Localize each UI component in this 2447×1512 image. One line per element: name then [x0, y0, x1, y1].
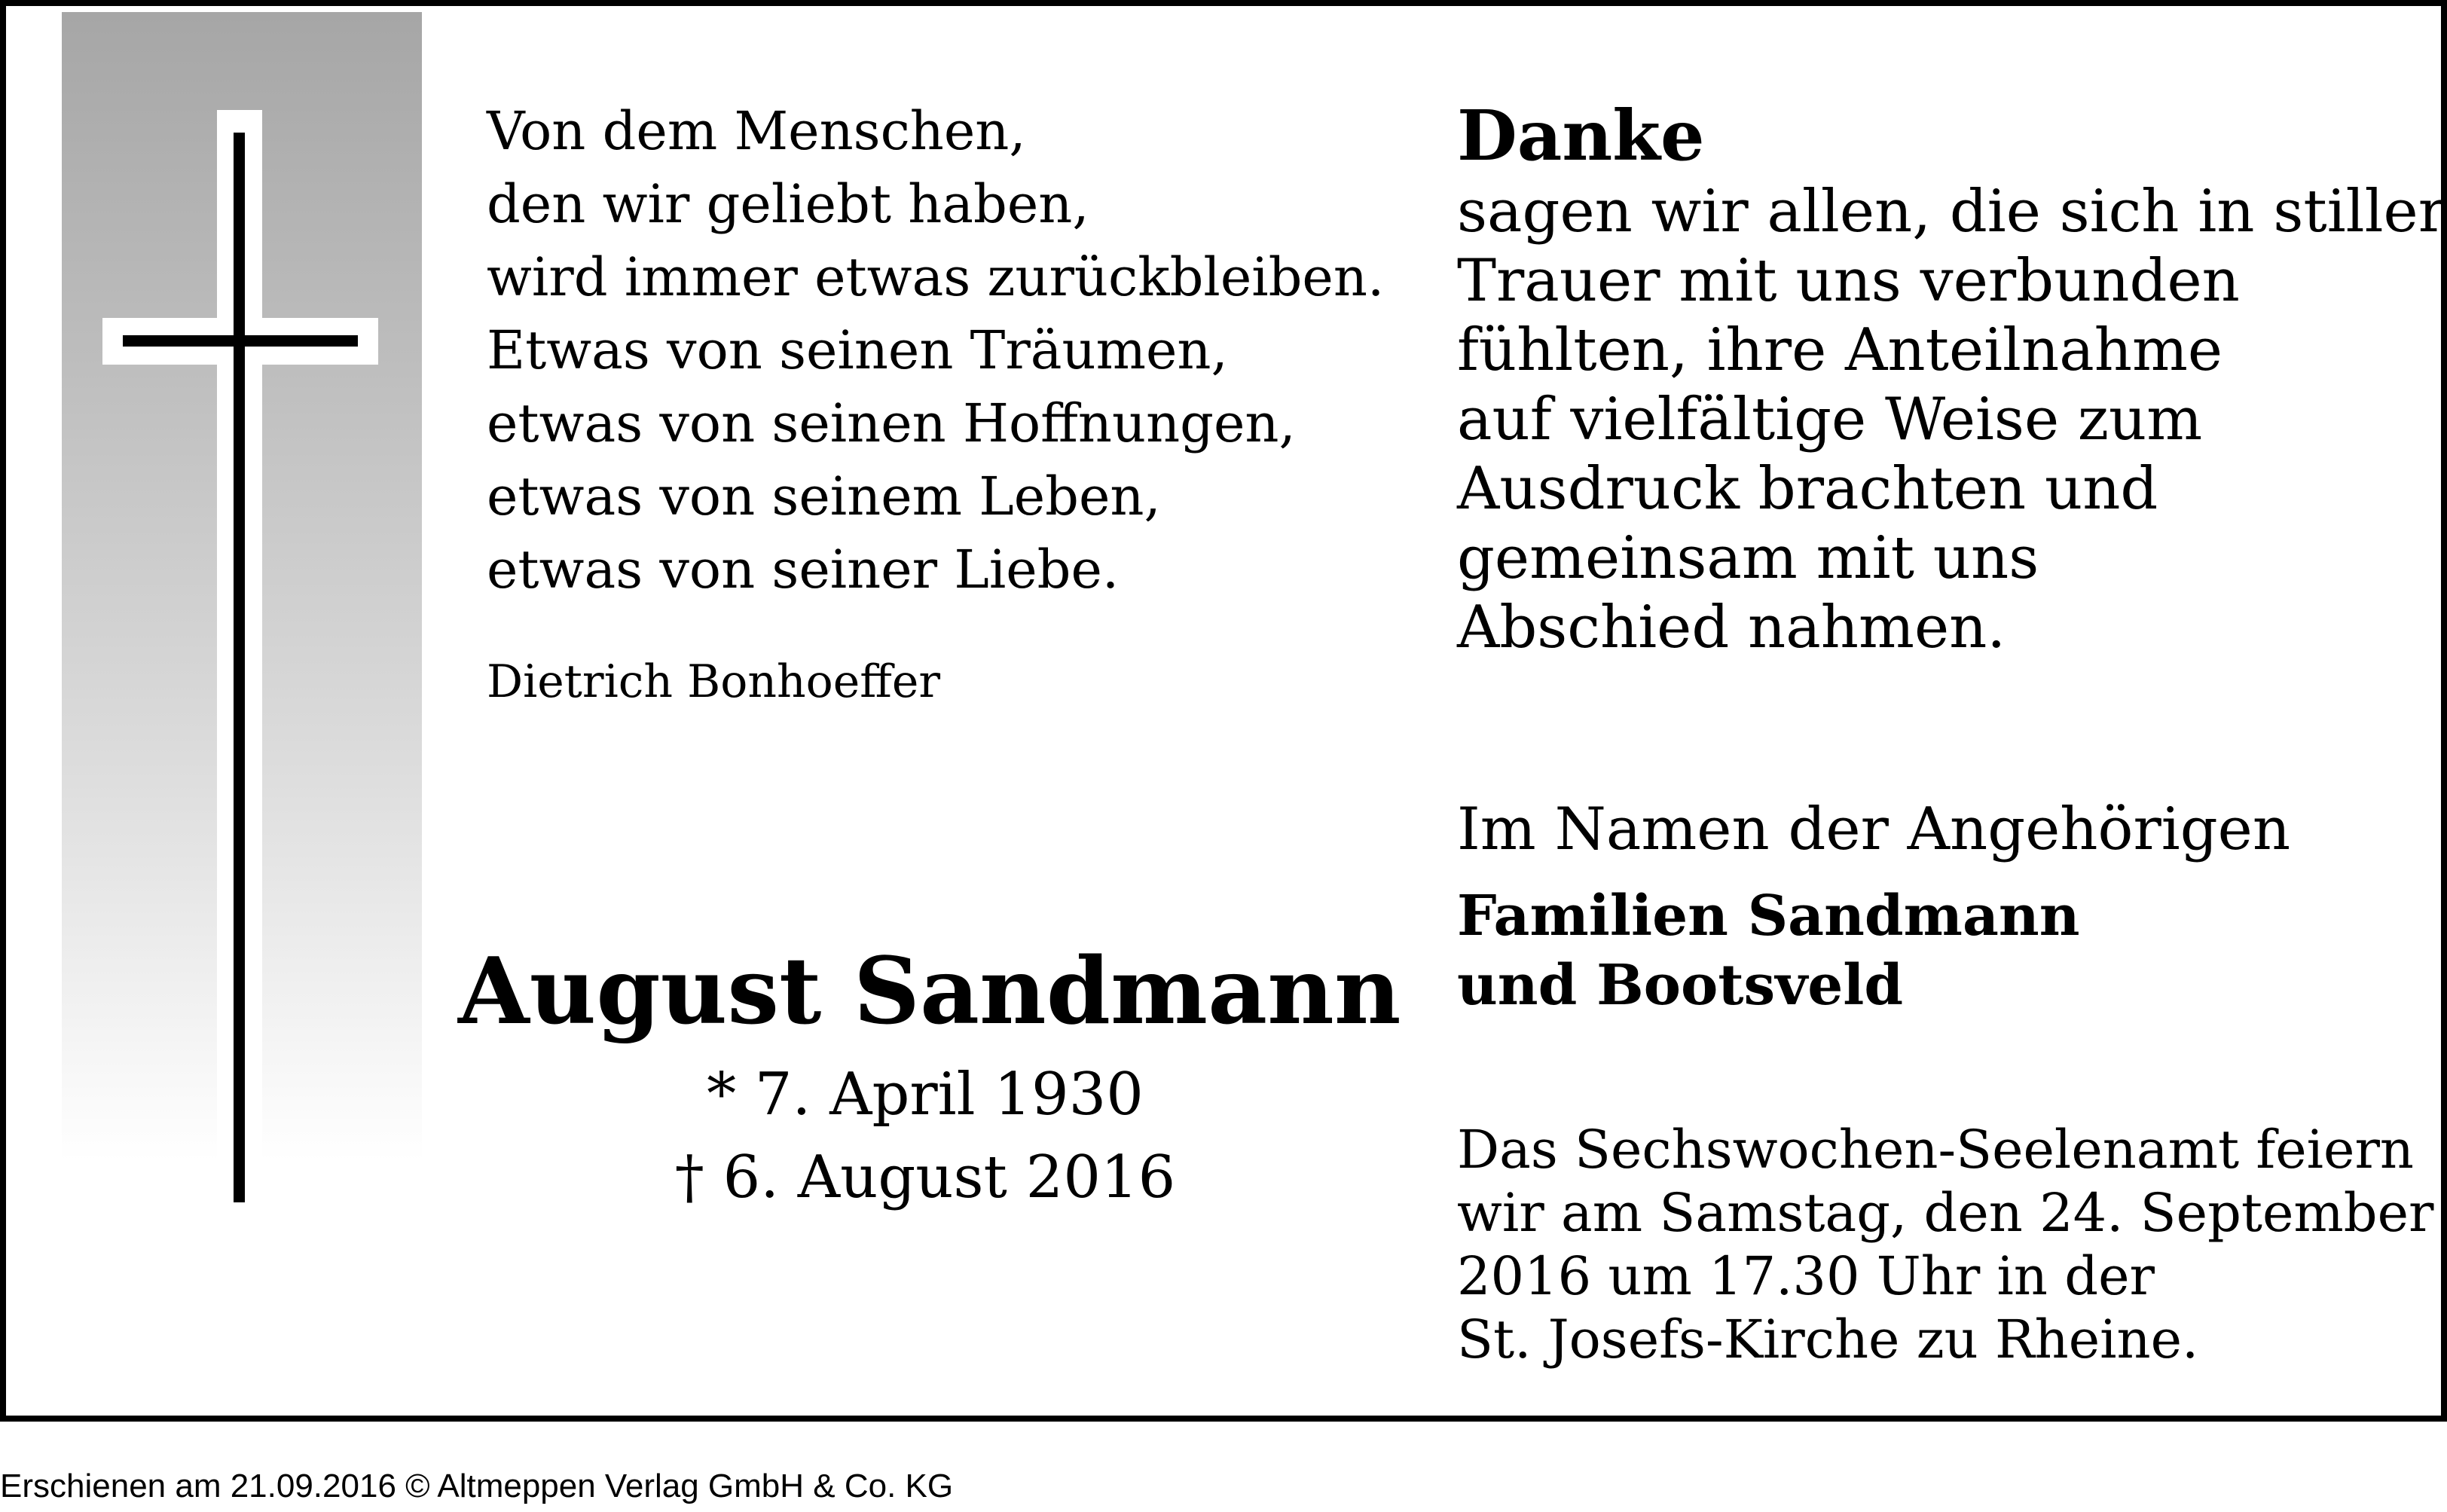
thanks-line: fühlten, ihre Anteilnahme	[1457, 316, 2223, 384]
poem-line: wird immer etwas zurückbleiben.	[487, 246, 1385, 308]
poem-line: Etwas von seinen Träumen,	[487, 319, 1228, 381]
cross-vertical-bar	[234, 133, 245, 1202]
memorial-service-info	[1457, 1118, 2434, 1371]
poem-line: etwas von seinem Leben,	[487, 466, 1161, 527]
signature-intro: Im Namen der Angehörigen	[1457, 796, 2291, 863]
service-line: 2016 um 17.30 Uhr in der	[1457, 1245, 2155, 1307]
thanks-line: auf vielfältige Weise zum	[1457, 386, 2203, 454]
birth-date: * 7. April 1930	[707, 1061, 1144, 1129]
thanks-line: gemeinsam mit uns	[1457, 524, 2039, 592]
thanks-text	[1457, 177, 2446, 662]
life-dates	[458, 1053, 1392, 1219]
poem-line: den wir geliebt haben,	[487, 173, 1089, 235]
thanks-line: Abschied nahmen.	[1457, 594, 2006, 661]
cross-horizontal-bar	[123, 335, 358, 347]
family-name-line: Familien Sandmann	[1457, 884, 2080, 948]
thanks-line: Ausdruck brachten und	[1457, 455, 2158, 523]
service-line: wir am Samstag, den 24. September	[1457, 1182, 2434, 1244]
service-line: St. Josefs-Kirche zu Rheine.	[1457, 1309, 2199, 1370]
family-name-line: und Bootsveld	[1457, 953, 1904, 1018]
poem-author: Dietrich Bonhoeffer	[487, 655, 941, 708]
service-line: Das Sechswochen-Seelenamt feiern	[1457, 1119, 2415, 1181]
publication-footer: Erschienen am 21.09.2016 © Altmeppen Verlag GmbH & Co. KG	[0, 1468, 954, 1504]
thanks-title: Danke	[1457, 95, 1705, 176]
family-names	[1457, 881, 2080, 1020]
thanks-line: Trauer mit uns verbunden	[1457, 247, 2240, 315]
poem-line: Von dem Menschen,	[487, 100, 1026, 162]
poem	[487, 95, 1391, 606]
deceased-name: August Sandmann	[458, 936, 1401, 1045]
poem-line: etwas von seinen Hoffnungen,	[487, 393, 1296, 454]
death-date: † 6. August 2016	[674, 1144, 1176, 1211]
poem-line: etwas von seiner Liebe.	[487, 539, 1120, 600]
thanks-line: sagen wir allen, die sich in stiller	[1457, 178, 2446, 246]
